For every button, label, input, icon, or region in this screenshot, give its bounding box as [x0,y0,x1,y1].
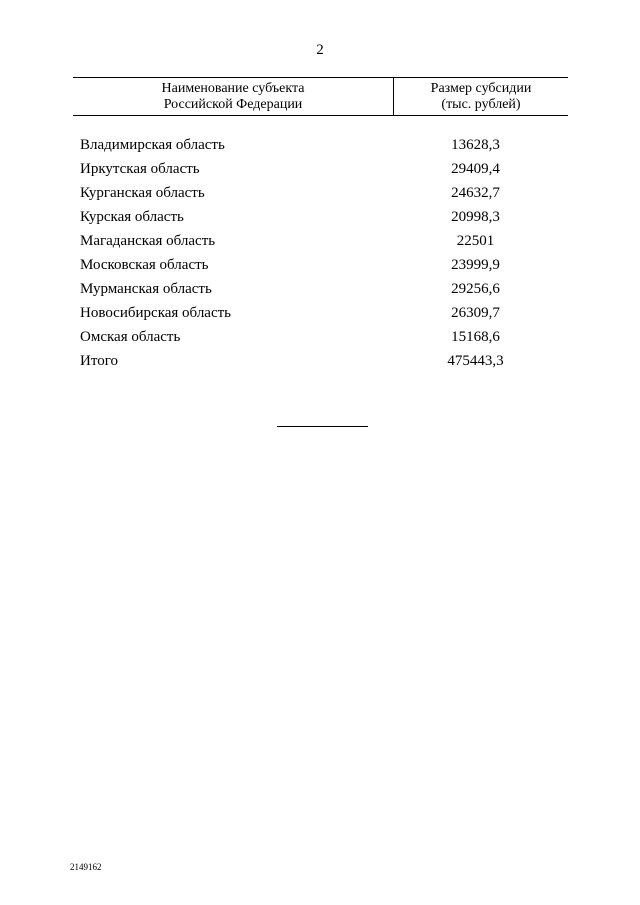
table-row [73,277,568,301]
subsidy-value: 29256,6 [451,280,500,297]
table-header [73,77,568,116]
table-row [73,325,568,349]
total-label: Итого [80,352,118,369]
table-row [73,229,568,253]
document-code: 2149162 [70,862,102,872]
column-header-region-line1: Наименование субъекта [161,81,305,96]
total-value: 475443,3 [447,352,504,369]
table-row [73,157,568,181]
region-name: Магаданская область [80,232,216,249]
subsidy-value: 22501 [456,232,495,249]
end-divider [277,426,368,427]
subsidy-value: 24632,7 [451,184,500,201]
table-row [73,301,568,325]
region-name: Омская область [80,328,181,345]
column-header-region-line2: Российской Федерации [163,97,303,112]
page-number: 2 [316,42,324,58]
subsidy-value: 13628,3 [451,136,500,153]
table-row [73,133,568,157]
region-name: Московская область [80,256,209,273]
subsidy-table [73,77,568,373]
subsidy-value: 20998,3 [451,208,500,225]
region-name: Владимирская область [80,136,225,153]
region-name: Новосибирская область [80,304,232,321]
table-row [73,181,568,205]
table-row-total [73,349,568,373]
region-name: Иркутская область [80,160,200,177]
column-header-region [73,78,394,115]
subsidy-value: 26309,7 [451,304,500,321]
region-name: Мурманская область [80,280,212,297]
column-header-subsidy [394,78,568,115]
column-header-subsidy-line1: Размер субсидии [430,81,532,96]
subsidy-value: 29409,4 [451,160,500,177]
subsidy-value: 15168,6 [451,328,500,345]
table-body [73,133,568,373]
column-header-subsidy-line2: (тыс. рублей) [441,97,521,112]
table-row [73,253,568,277]
table-row [73,205,568,229]
subsidy-value: 23999,9 [451,256,500,273]
region-name: Курская область [80,208,184,225]
region-name: Курганская область [80,184,205,201]
